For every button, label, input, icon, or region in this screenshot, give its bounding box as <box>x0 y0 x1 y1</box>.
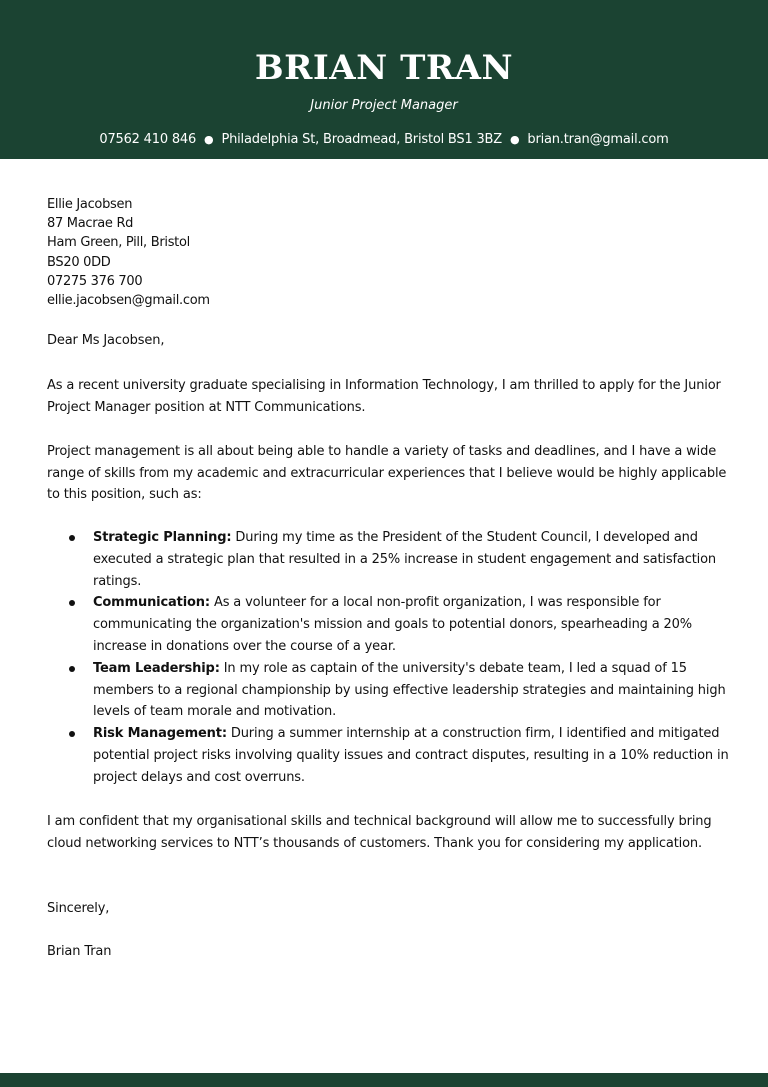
skills-list <box>47 527 732 789</box>
paragraph-intro: As a recent university graduate specialising in Information Technology, I am thrilled to apply for the Junior Project Manager position at NTT Communications. <box>47 378 721 415</box>
skill-title: Risk Management: <box>93 726 227 742</box>
footer-bar <box>0 1073 768 1087</box>
salutation: Dear Ms Jacobsen, <box>47 333 165 348</box>
paragraph-skills-intro: Project management is all about being able to handle a variety of tasks and deadlines, and I have a wide range of skills from my academic and extracurricular experiences that I believe would be highly applicable to this position, such as: <box>47 444 727 503</box>
list-item <box>47 723 732 788</box>
recipient-block <box>47 195 727 310</box>
recipient-postcode: BS20 0DD <box>47 254 111 270</box>
applicant-address: Philadelphia St, Broadmead, Bristol BS1 3BZ <box>221 132 502 147</box>
applicant-phone: 07562 410 846 <box>99 132 197 147</box>
paragraph-closing: I am confident that my organisational skills and technical background will allow me to successfully bring cloud networking services to NTT’s thousands of customers. Thank you for considering my application. <box>47 814 712 851</box>
skill-text: During my time as the President of the Student Council, I developed and executed a strategic plan that resulted in a 25% increase in student engagement and satisfaction ratings. <box>93 530 717 589</box>
applicant-name: BRIAN TRAN <box>254 48 514 88</box>
recipient-phone: 07275 376 700 <box>47 273 143 289</box>
skill-title: Team Leadership: <box>93 660 220 676</box>
list-item <box>47 658 732 723</box>
bullet-icon <box>69 666 75 672</box>
applicant-contact-line <box>0 131 768 149</box>
recipient-email: ellie.jacobsen@gmail.com <box>47 293 210 309</box>
signature-name: Brian Tran <box>47 944 112 959</box>
skill-text: As a volunteer for a local non-profit organization, I was responsible for communicating the organization's mission and goals to potential donors, spearheading a 20% increase in donations over the course of a year. <box>93 595 692 654</box>
recipient-street: 87 Macrae Rd <box>47 216 134 232</box>
bullet-icon <box>69 731 75 737</box>
bullet-icon <box>69 600 75 606</box>
recipient-area: Ham Green, Pill, Bristol <box>47 235 190 251</box>
separator-dot-icon: ● <box>204 133 214 146</box>
list-item <box>47 527 732 592</box>
letter-header <box>0 0 768 159</box>
separator-dot-icon: ● <box>509 133 520 146</box>
applicant-email: brian.tran@gmail.com <box>527 132 669 147</box>
skill-text: In my role as captain of the university's debate team, I led a squad of 15 members to a regional championship by using effective leadership strategies and maintaining high levels of team morale and motivation. <box>93 660 726 720</box>
list-item <box>47 592 732 657</box>
applicant-job-title: Junior Project Manager <box>310 98 458 113</box>
closing-phrase: Sincerely, <box>47 901 110 916</box>
skill-title: Communication: <box>93 595 210 611</box>
bullet-icon <box>69 535 75 541</box>
skill-title: Strategic Planning: <box>93 530 232 545</box>
recipient-name: Ellie Jacobsen <box>47 197 133 212</box>
skill-text: During a summer internship at a construction firm, I identified and mitigated potential project risks involving quality issues and contract disputes, resulting in a 10% reduction in project delays and cost overruns. <box>93 726 729 785</box>
